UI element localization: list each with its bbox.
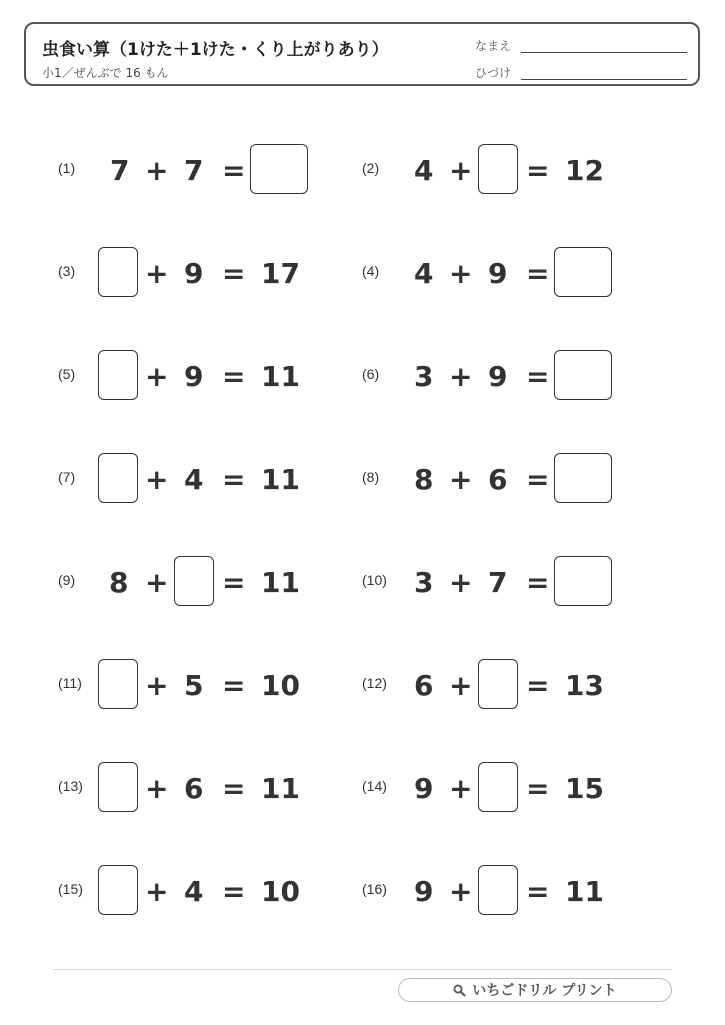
answer-box[interactable] <box>478 659 518 709</box>
problem-6 <box>362 350 662 404</box>
problem-15 <box>58 865 358 919</box>
plus-sign: + <box>145 360 169 393</box>
sum: 11 <box>565 875 604 908</box>
equals-sign: = <box>526 875 550 908</box>
sum: 13 <box>565 669 604 702</box>
name-label: なまえ <box>475 39 512 53</box>
answer-box[interactable] <box>478 762 518 812</box>
problem-13 <box>58 762 358 816</box>
plus-sign: + <box>145 566 169 599</box>
answer-box[interactable] <box>98 350 138 400</box>
problem-number: (14) <box>362 778 387 794</box>
addend-2: 6 <box>488 463 508 496</box>
problem-2 <box>362 144 662 198</box>
equals-sign: = <box>222 257 246 290</box>
date-field[interactable] <box>475 64 511 81</box>
problem-number: (3) <box>58 263 76 279</box>
plus-sign: + <box>145 772 169 805</box>
sum: 11 <box>261 566 300 599</box>
answer-box[interactable] <box>554 556 612 606</box>
equals-sign: = <box>222 669 246 702</box>
problem-number: (2) <box>362 160 380 176</box>
plus-sign: + <box>145 257 169 290</box>
equals-sign: = <box>222 463 246 496</box>
addend-2: 9 <box>184 257 204 290</box>
problem-number: (5) <box>58 366 76 382</box>
equals-sign: = <box>222 360 246 393</box>
problem-number: (16) <box>362 881 387 897</box>
plus-sign: + <box>449 566 473 599</box>
addend-1: 6 <box>414 669 434 702</box>
problem-number: (10) <box>362 572 387 588</box>
sum: 10 <box>261 669 300 702</box>
addend-1: 7 <box>110 154 130 187</box>
answer-box[interactable] <box>98 453 138 503</box>
problem-16 <box>362 865 662 919</box>
problem-number: (8) <box>362 469 380 485</box>
problem-number: (9) <box>58 572 76 588</box>
plus-sign: + <box>449 875 473 908</box>
worksheet-header <box>24 22 700 86</box>
answer-box[interactable] <box>174 556 214 606</box>
sum: 12 <box>565 154 604 187</box>
brand-name: いちごドリル プリント <box>472 983 617 999</box>
addend-2: 7 <box>488 566 508 599</box>
equals-sign: = <box>222 154 246 187</box>
equals-sign: = <box>222 566 246 599</box>
problem-8 <box>362 453 662 507</box>
sum: 11 <box>261 463 300 496</box>
addend-1: 9 <box>414 772 434 805</box>
addend-1: 8 <box>414 463 434 496</box>
addend-1: 4 <box>414 154 434 187</box>
problem-number: (4) <box>362 263 380 279</box>
addend-2: 9 <box>184 360 204 393</box>
problem-10 <box>362 556 662 610</box>
answer-box[interactable] <box>554 247 612 297</box>
equals-sign: = <box>526 669 550 702</box>
date-label: ひづけ <box>475 66 512 80</box>
sum: 10 <box>261 875 300 908</box>
addend-2: 9 <box>488 257 508 290</box>
answer-box[interactable] <box>98 659 138 709</box>
addend-2: 4 <box>184 463 204 496</box>
problem-1 <box>58 144 358 198</box>
page-subtitle: 小1／ぜんぶで 16 もん <box>42 66 169 80</box>
addend-1: 8 <box>109 566 129 599</box>
plus-sign: + <box>449 772 473 805</box>
plus-sign: + <box>449 463 473 496</box>
equals-sign: = <box>526 566 550 599</box>
answer-box[interactable] <box>478 144 518 194</box>
plus-sign: + <box>449 360 473 393</box>
addend-2: 5 <box>184 669 204 702</box>
sum: 11 <box>261 360 300 393</box>
answer-box[interactable] <box>250 144 308 194</box>
addend-2: 9 <box>488 360 508 393</box>
plus-sign: + <box>145 875 169 908</box>
answer-box[interactable] <box>98 762 138 812</box>
date-line[interactable] <box>521 79 687 80</box>
plus-sign: + <box>145 463 169 496</box>
sum: 17 <box>261 257 300 290</box>
problem-11 <box>58 659 358 713</box>
problem-number: (15) <box>58 881 83 897</box>
plus-sign: + <box>145 669 169 702</box>
name-field[interactable] <box>475 37 511 54</box>
addend-1: 9 <box>414 875 434 908</box>
problem-number: (13) <box>58 778 83 794</box>
page-title: 虫食い算（1けた＋1けた・くり上がりあり） <box>42 40 389 60</box>
brand-badge[interactable] <box>398 978 672 1002</box>
addend-1: 3 <box>414 360 434 393</box>
addend-2: 4 <box>184 875 204 908</box>
equals-sign: = <box>526 463 550 496</box>
name-line[interactable] <box>521 52 687 53</box>
plus-sign: + <box>449 669 473 702</box>
footer-divider <box>52 969 672 970</box>
search-icon <box>453 984 466 997</box>
problem-4 <box>362 247 662 301</box>
plus-sign: + <box>145 154 169 187</box>
equals-sign: = <box>526 360 550 393</box>
addend-2: 6 <box>184 772 204 805</box>
equals-sign: = <box>526 154 550 187</box>
answer-box[interactable] <box>478 865 518 915</box>
equals-sign: = <box>222 772 246 805</box>
equals-sign: = <box>526 257 550 290</box>
problem-3 <box>58 247 358 301</box>
equals-sign: = <box>222 875 246 908</box>
addend-1: 4 <box>414 257 434 290</box>
equals-sign: = <box>526 772 550 805</box>
problem-number: (1) <box>58 160 76 176</box>
addend-2: 7 <box>184 154 204 187</box>
sum: 15 <box>565 772 604 805</box>
problem-number: (6) <box>362 366 380 382</box>
plus-sign: + <box>449 257 473 290</box>
problem-14 <box>362 762 662 816</box>
problem-7 <box>58 453 358 507</box>
problem-number: (7) <box>58 469 76 485</box>
problem-12 <box>362 659 662 713</box>
addend-1: 3 <box>414 566 434 599</box>
problem-number: (12) <box>362 675 387 691</box>
sum: 11 <box>261 772 300 805</box>
answer-box[interactable] <box>554 350 612 400</box>
answer-box[interactable] <box>554 453 612 503</box>
plus-sign: + <box>449 154 473 187</box>
problem-number: (11) <box>58 675 82 691</box>
problem-9 <box>58 556 358 610</box>
answer-box[interactable] <box>98 865 138 915</box>
answer-box[interactable] <box>98 247 138 297</box>
problem-5 <box>58 350 358 404</box>
